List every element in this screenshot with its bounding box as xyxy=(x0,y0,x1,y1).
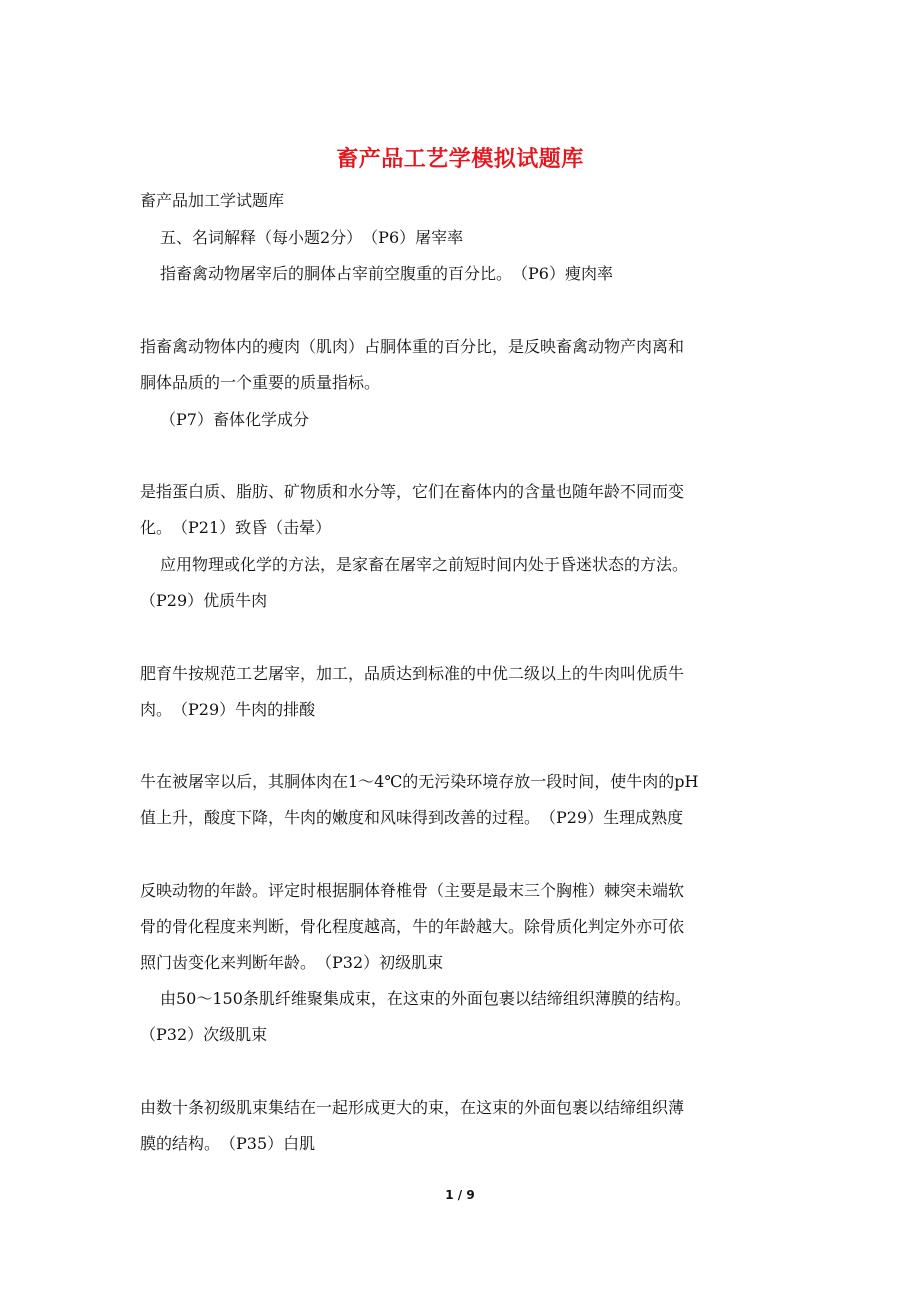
text-line: （P7）畜体化学成分 xyxy=(160,410,309,429)
text-line: 畜产品加工学试题库 xyxy=(140,191,285,210)
text-line: 化。 （P21）致昏（击晕） xyxy=(140,518,332,537)
text-line: 胴体品质的一个重要的质量指标。 xyxy=(140,373,381,392)
text-line: 是指蛋白质、脂肪、矿物质和水分等，它们在畜体内的含量也随年龄不同而变 xyxy=(140,482,685,501)
text-line: 反映动物的年龄。评定时根据胴体脊椎骨（主要是最末三个胸椎）棘突未端软 xyxy=(140,881,685,900)
text-line: 由50～150条肌纤维聚集成束，在这束的外面包裹以结缔组织薄膜的结构。 xyxy=(160,989,691,1008)
text-line: 五、名词解释（每小题2分） （P6）屠宰率 xyxy=(160,228,464,247)
text-line: 骨的骨化程度来判断，骨化程度越高，牛的年龄越大。除骨质化判定外亦可依 xyxy=(140,917,685,936)
text-line: 值上升，酸度下降，牛肉的嫩度和风味得到改善的过程。 （P29）生理成熟度 xyxy=(140,808,684,827)
text-line: 牛在被屠宰以后，其胴体肉在1～4℃的无污染环境存放一段时间，使牛肉的pH xyxy=(140,772,699,791)
text-line: 指畜禽动物屠宰后的胴体占宰前空腹重的百分比。 （P6）瘦肉率 xyxy=(160,264,613,283)
text-line: 膜的结构。 （P35）白肌 xyxy=(140,1134,316,1153)
text-line: （P32）次级肌束 xyxy=(140,1025,268,1044)
text-line: 由数十条初级肌束集结在一起形成更大的束，在这束的外面包裹以结缔组织薄 xyxy=(140,1098,685,1117)
text-line: （P29）优质牛肉 xyxy=(140,591,268,610)
text-line: 应用物理或化学的方法，是家畜在屠宰之前短时间内处于昏迷状态的方法。 xyxy=(160,555,689,574)
text-line: 指畜禽动物体内的瘦肉（肌肉）占胴体重的百分比，是反映畜禽动物产肉离和 xyxy=(140,337,685,356)
text-line: 照门齿变化来判断年龄。 （P32）初级肌束 xyxy=(140,953,444,972)
page-number: 1 / 9 xyxy=(445,1188,475,1202)
document-title: 畜产品工艺学模拟试题库 xyxy=(336,146,584,172)
text-line: 肥育牛按规范工艺屠宰，加工，品质达到标准的中优二级以上的牛肉叫优质牛 xyxy=(140,664,685,683)
text-line: 肉。 （P29）牛肉的排酸 xyxy=(140,700,316,719)
